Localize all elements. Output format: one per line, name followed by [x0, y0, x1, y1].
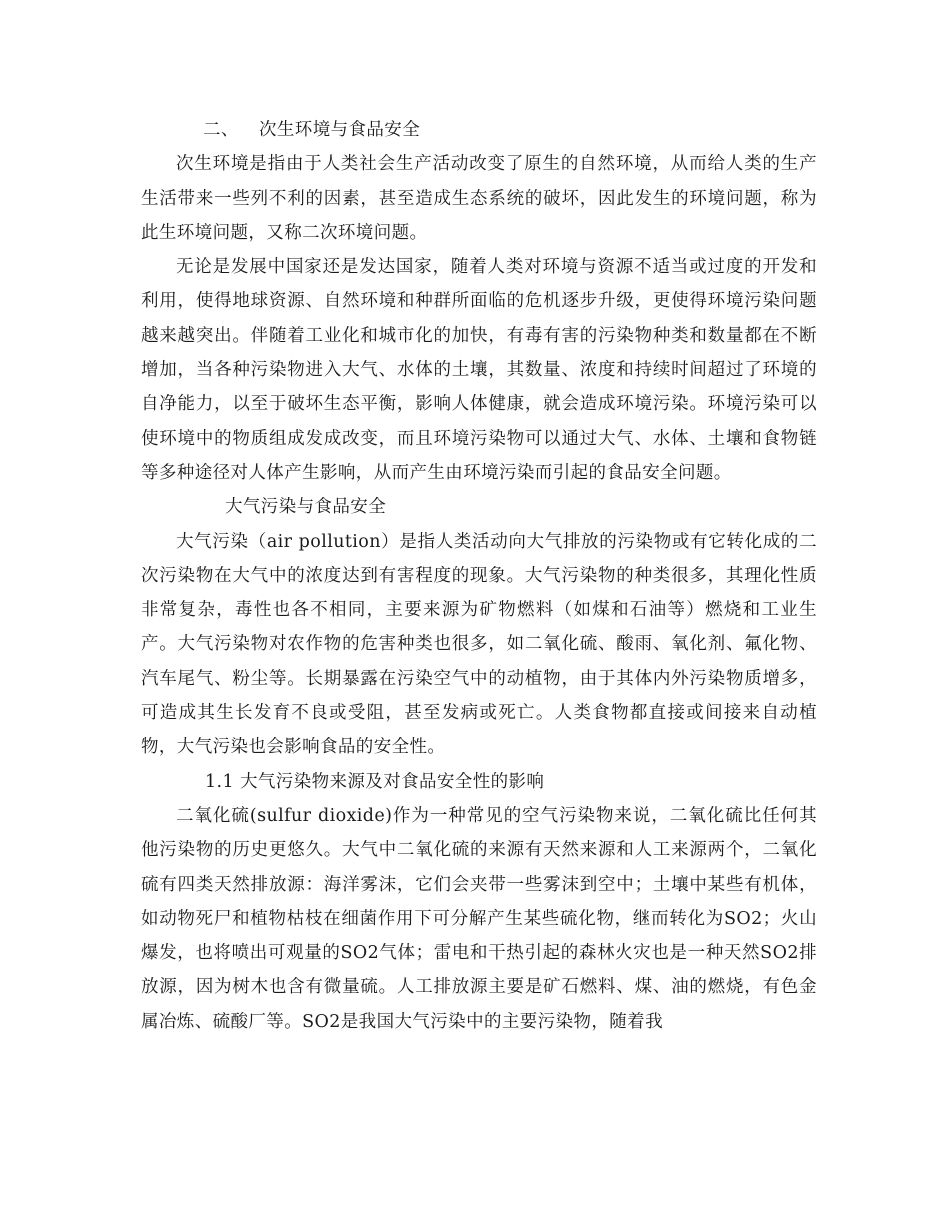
subsection-heading: 大气污染与食品安全 — [225, 497, 387, 518]
section-title: 次生环境与食品安全 — [259, 120, 421, 140]
paragraph-sulfur-dioxide: 二氧化硫(sulfur dioxide)作为一种常见的空气污染物来说，二氧化硫比任何其他污染物的历史更悠久。大气中二氧化硫的来源有天然来源和人工来源两个，二氧化硫有四类天然排放源：海洋雾沫，它们会夹带一些雾沫到空中；土壤中某些有机体，如动物死尸和植物枯枝在细菌作用下可分解产生某些硫化物，继而转化为SO2；火山爆发，也将喷出可观量的SO2气体；雷电和干热引起的森林火灾也是一种天然SO2排放源，因为树木也含有微量硫。人工排放源主要是矿石燃料、煤、油的燃烧，有色金属冶炼、硫酸厂等。SO2是我国大气污染中的主要污染物，随着我 — [141, 805, 817, 1032]
section-heading — [141, 113, 817, 147]
section-number: 二、 — [203, 120, 239, 140]
paragraph-air-pollution: 大气污染（air pollution）是指人类活动向大气排放的污染物或有它转化成的二次污染物在大气中的浓度达到有害程度的现象。大气污染物的种类很多，其理化性质非常复杂，毒性也各不相同，主要来源为矿物燃料（如煤和石油等）燃烧和工业生产。大气污染物对农作物的危害种类也很多，如二氧化硫、酸雨、氧化剂、氟化物、汽车尾气、粉尘等。长期暴露在污染空气中的动植物，由于其体内外污染物质增多，可造成其生长发育不良或受阻，甚至发病或死亡。人类食物都直接或间接来自动植物，大气污染也会影响食品的安全性。 — [141, 531, 817, 758]
paragraph-secondary-environment: 次生环境是指由于人类社会生产活动改变了原生的自然环境，从而给人类的生产生活带来一些列不利的因素，甚至造成生态系统的破坏，因此发生的环境问题，称为此生环境问题，又称二次环境问题。 — [141, 154, 817, 243]
paragraph-environmental-pollution: 无论是发展中国家还是发达国家，随着人类对环境与资源不适当或过度的开发和利用，使得地球资源、自然环境和种群所面临的危机逐步升级，更使得环境污染问题越来越突出。伴随着工业化和城市化的加快，有毒有害的污染物种类和数量都在不断增加，当各种污染物进入大气、水体的土壤，其数量、浓度和持续时间超过了环境的自净能力，以至于破坏生态平衡，影响人体健康，就会造成环境污染。环境污染可以使环境中的物质组成发成改变，而且环境污染物可以通过大气、水体、土壤和食物链等多种途径对人体产生影响，从而产生由环境污染而引起的食品安全问题。 — [141, 257, 817, 483]
subsubsection-heading: 1.1 大气污染物来源及对食品安全性的影响 — [205, 771, 545, 792]
document-body — [141, 113, 817, 1039]
